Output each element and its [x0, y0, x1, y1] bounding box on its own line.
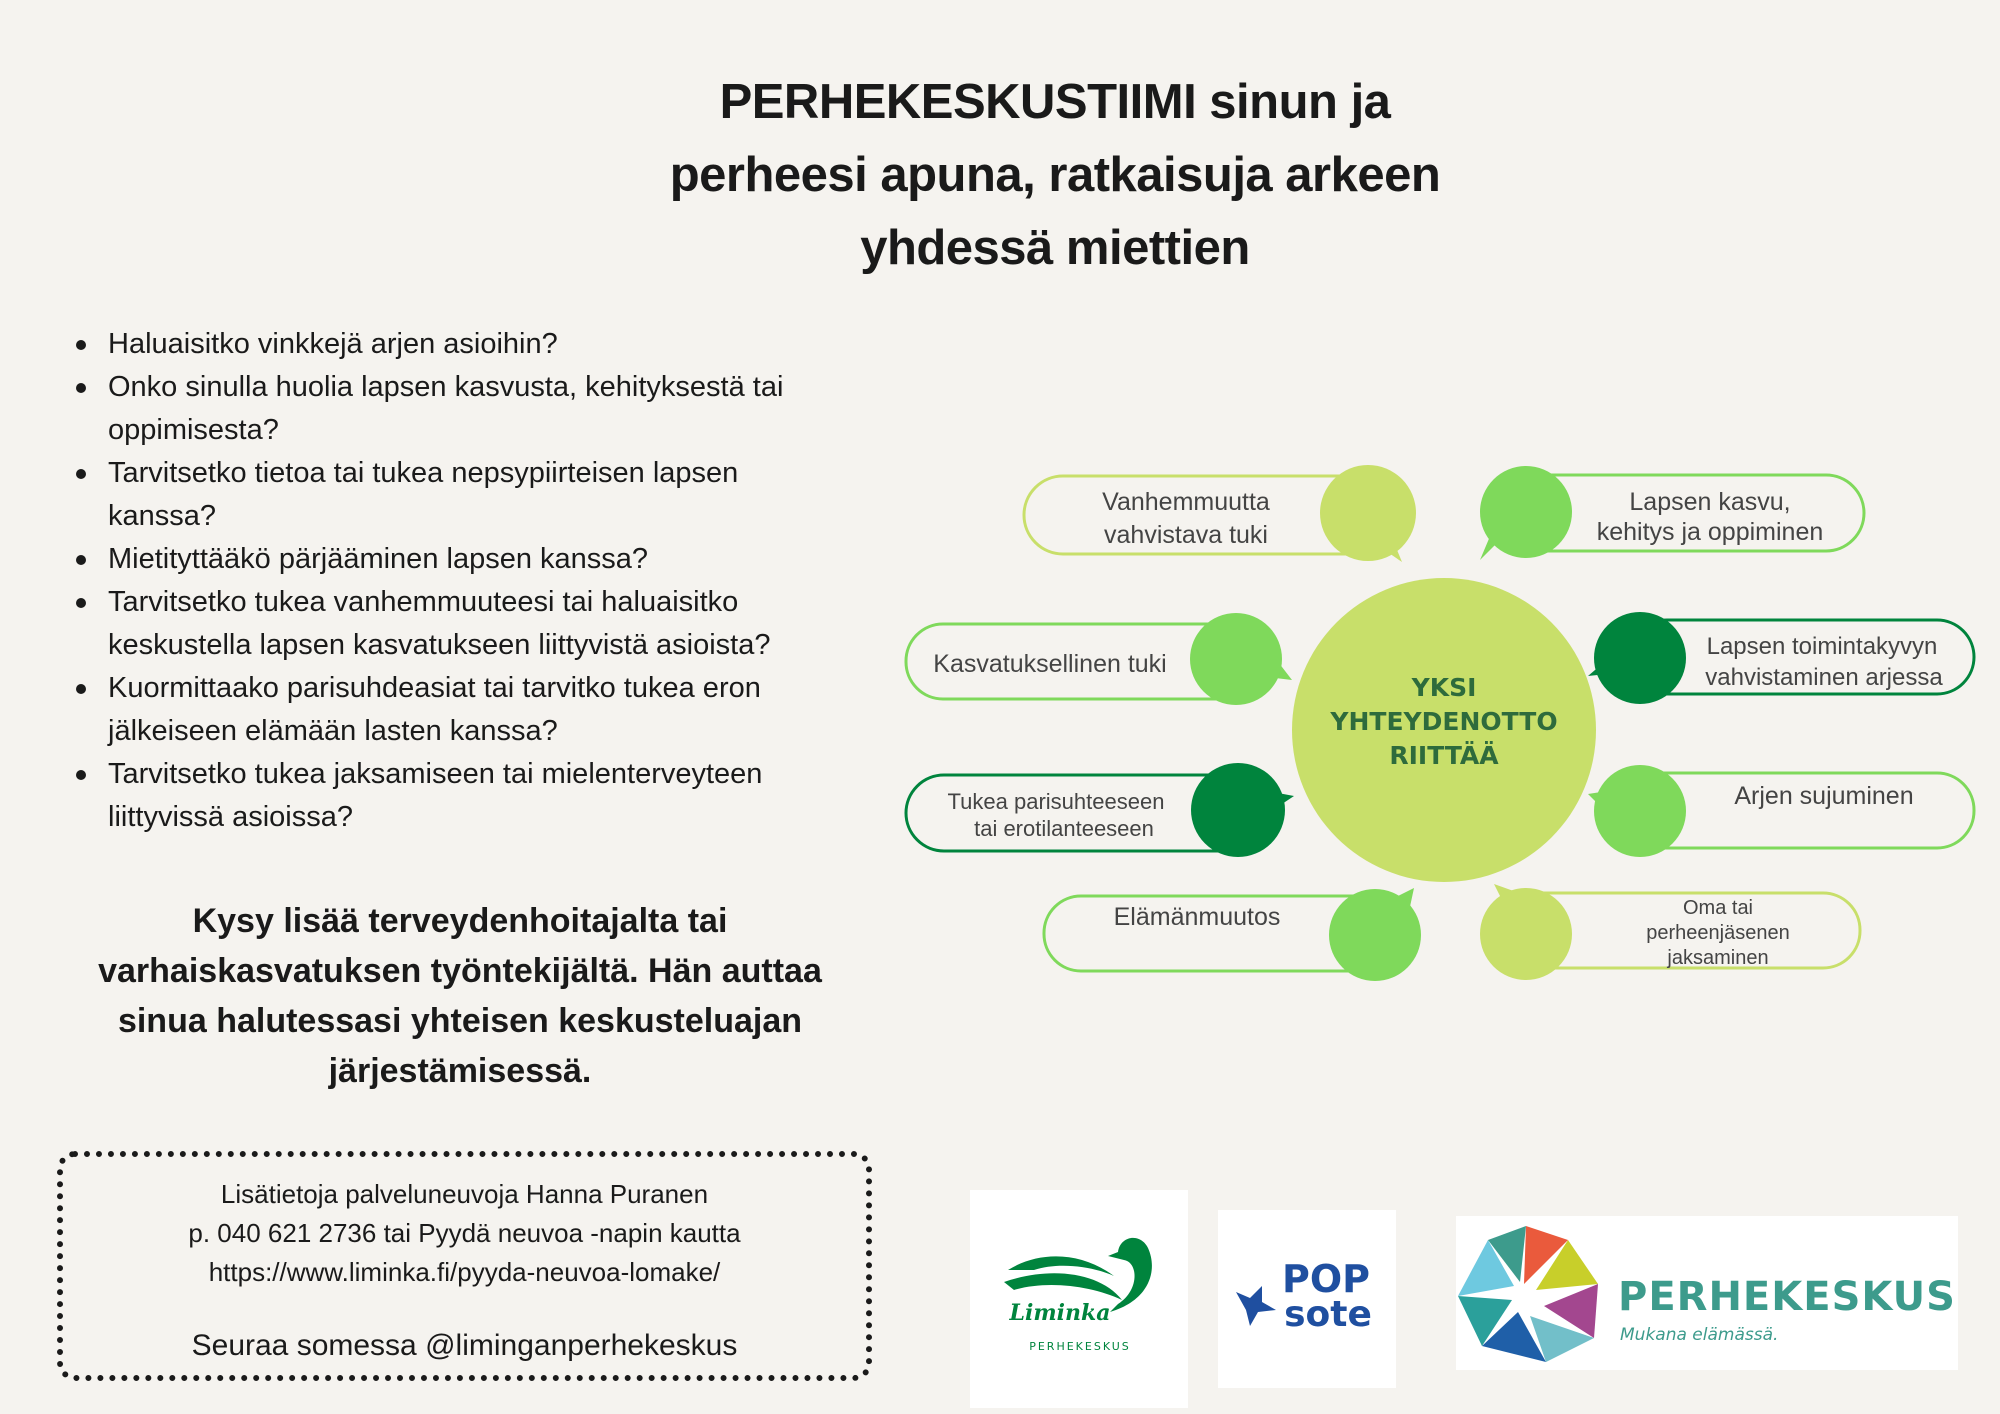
question-item: Tarvitsetko tietoa tai tukea nepsypiirteisen lapsen kanssa?: [60, 452, 850, 538]
svg-text:POP: POP: [1281, 1257, 1371, 1301]
question-item: Mietityttääkö pärjääminen lapsen kanssa?: [60, 538, 850, 581]
chat-bubble-icon: [1320, 465, 1416, 561]
svg-text:vahvistaminen arjessa: vahvistaminen arjessa: [1705, 664, 1943, 691]
svg-text:Liminka: Liminka: [1009, 1300, 1111, 1326]
question-item: Kuormittaako parisuhdeasiat tai tarvitko tukea eron jälkeiseen elämään lasten kanssa?: [60, 667, 850, 753]
chat-bubble-icon: [1329, 889, 1421, 981]
svg-text:vahvistava tuki: vahvistava tuki: [1104, 521, 1268, 549]
diagram-item-arjen-sujuminen: [1588, 765, 1974, 857]
question-item: Haluaisitko vinkkejä arjen asioihin?: [60, 323, 850, 366]
svg-text:Lapsen kasvu,: Lapsen kasvu,: [1629, 488, 1791, 516]
chat-bubble-icon: [1191, 763, 1285, 857]
contact-link[interactable]: https://www.liminka.fi/pyyda-neuvoa-lomake/: [208, 1257, 721, 1287]
svg-text:jaksaminen: jaksaminen: [1667, 947, 1769, 969]
svg-text:Oma tai: Oma tai: [1682, 897, 1754, 919]
popsote-logo: [1218, 1210, 1396, 1388]
svg-text:Elämänmuutos: Elämänmuutos: [1113, 903, 1281, 931]
question-item: Tarvitsetko tukea vanhemmuuteesi tai haluaisitko keskustella lapsen kasvatukseen liittyvistä asioista?: [60, 581, 850, 667]
svg-text:Kasvatuksellinen tuki: Kasvatuksellinen tuki: [933, 650, 1167, 678]
svg-text:Tukea parisuhteeseen: Tukea parisuhteeseen: [947, 789, 1165, 814]
svg-text:kehitys ja oppiminen: kehitys ja oppiminen: [1596, 518, 1824, 546]
title-line: PERHEKESKUSTIIMI sinun ja: [719, 75, 1391, 129]
contact-phone: p. 040 621 2736 tai Pyydä neuvoa -napin kautta: [188, 1218, 741, 1248]
diagram-item-kasvatuksellinen: [906, 613, 1292, 705]
svg-text:Lapsen toimintakyvyn: Lapsen toimintakyvyn: [1706, 633, 1938, 660]
svg-text:tai erotilanteeseen: tai erotilanteeseen: [974, 816, 1154, 841]
chat-bubble-icon: [1594, 765, 1686, 857]
diagram-item-vanhemmuus: [1024, 465, 1416, 562]
diagram-item-lapsen-kasvu: [1480, 466, 1864, 560]
svg-text:Arjen sujuminen: Arjen sujuminen: [1734, 782, 1914, 810]
chat-bubble-icon: [1190, 613, 1282, 705]
liminka-logo: [970, 1190, 1188, 1408]
title-line: yhdessä miettien: [860, 221, 1250, 275]
question-item: Onko sinulla huolia lapsen kasvusta, kehityksestä tai oppimisesta?: [60, 366, 850, 452]
call-to-action: Kysy lisää terveydenhoitajalta tai varhaiskasvatuksen työntekijältä. Hän auttaa sinua halutessasi yhteisen keskusteluajan järjestämisessä.: [98, 902, 822, 1090]
diagram-item-parisuhde: [906, 763, 1294, 857]
chat-bubble-icon: [1594, 612, 1686, 704]
center-text: RIITTÄÄ: [1389, 741, 1499, 770]
social-follow: Seuraa somessa @liminganperhekeskus: [191, 1329, 738, 1362]
diagram-item-jaksaminen: [1480, 884, 1860, 980]
svg-text:Mukana elämässä.: Mukana elämässä.: [1620, 1325, 1779, 1345]
chat-bubble-icon: [1480, 466, 1572, 558]
chat-bubble-icon: [1480, 888, 1572, 980]
question-item: Tarvitsetko tukea jaksamiseen tai mielenterveyteen liittyvissä asioissa?: [60, 753, 850, 839]
svg-text:perheenjäsenen: perheenjäsenen: [1646, 922, 1790, 944]
center-text: YHTEYDENOTTO: [1330, 707, 1558, 736]
svg-text:PERHEKESKUS: PERHEKESKUS: [1618, 1274, 1956, 1320]
contact-person: Lisätietoja palveluneuvoja Hanna Puranen: [220, 1179, 709, 1209]
svg-text:Vanhemmuutta: Vanhemmuutta: [1102, 488, 1270, 516]
perhekeskus-logo: [1456, 1216, 1958, 1370]
diagram-item-toimintakyky: [1588, 612, 1974, 704]
svg-text:PERHEKESKUS: PERHEKESKUS: [1029, 1340, 1131, 1353]
svg-text:sote: sote: [1284, 1294, 1372, 1335]
center-text: YKSI: [1411, 673, 1477, 702]
diagram-item-elamanmuutos: [1044, 888, 1421, 981]
title-line: perheesi apuna, ratkaisuja arkeen: [669, 148, 1441, 202]
